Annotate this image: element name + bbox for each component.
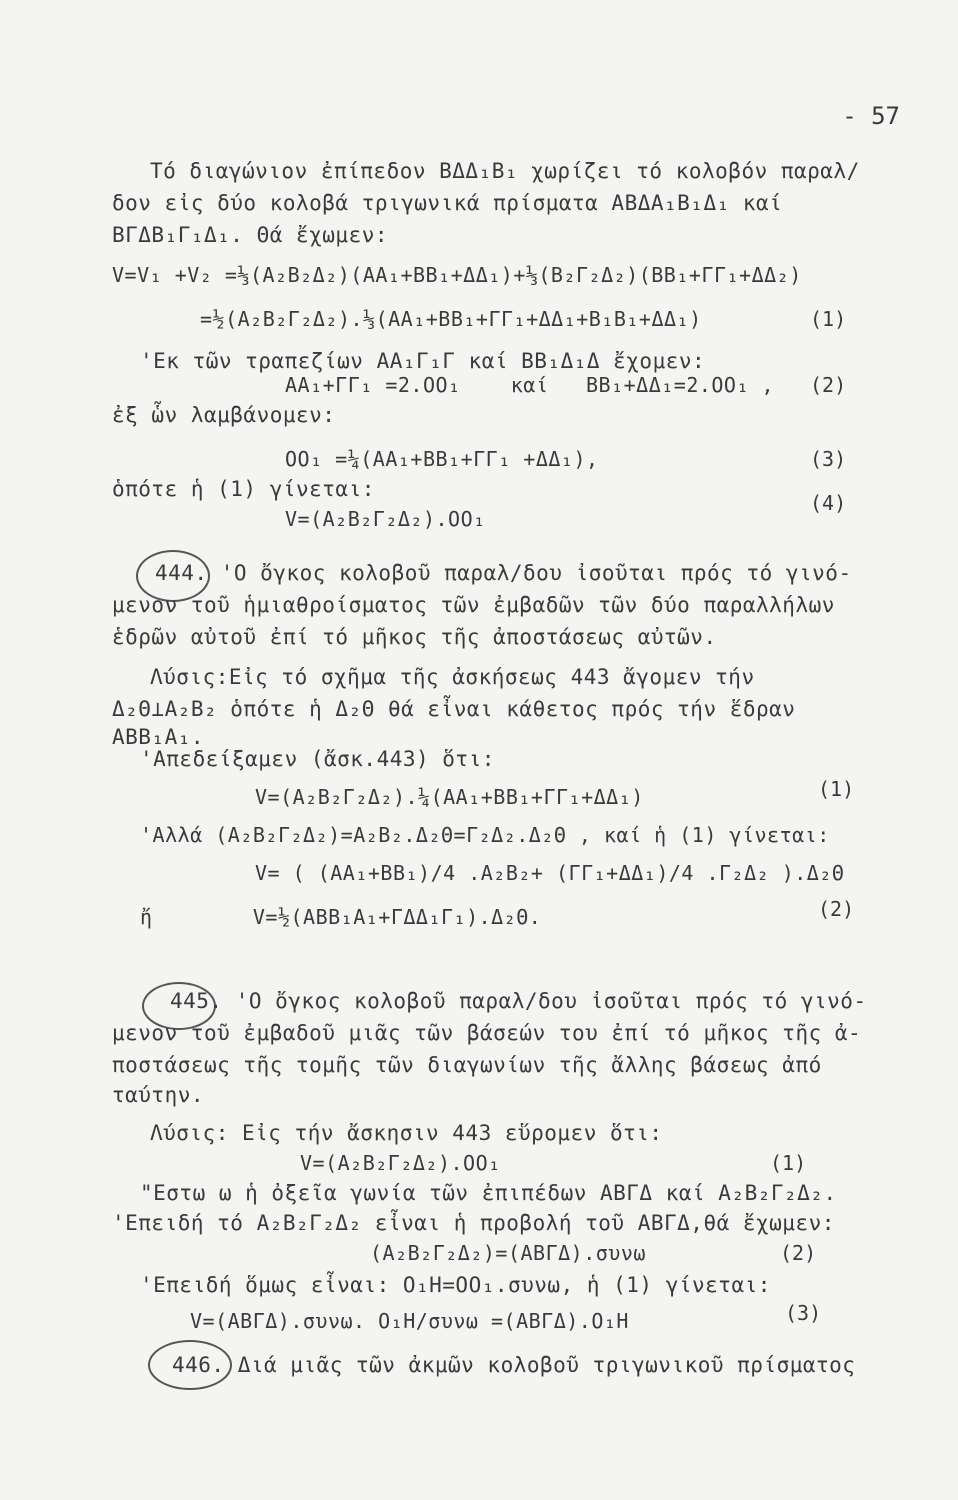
- equation-line: V=(Α₂Β₂Γ₂Δ₂).¼(ΑΑ₁+ΒΒ₁+ΓΓ₁+ΔΔ₁): [255, 785, 644, 809]
- text-line: ὁπότε ἡ (1) γίνεται:: [112, 477, 375, 501]
- text-line: μενον τοῦ ἐμβαδοῦ μιᾶς τῶν βάσεών του ἐπί τό μῆκος τῆς ἀ-: [112, 1021, 862, 1045]
- text-line: 444. 'Ο ὄγκος κολοβοῦ παραλ/δου ἰσοῦται πρός τό γινό-: [155, 561, 852, 585]
- text-line: Τό διαγώνιον ἐπίπεδον ΒΔΔ₁Β₁ χωρίζει τό κολοβόν παραλ/: [150, 159, 860, 183]
- equation-line: V= ( (ΑΑ₁+ΒΒ₁)/4 .Α₂Β₂+ (ΓΓ₁+ΔΔ₁)/4 .Γ₂Δ₂ ).Δ₂Θ: [255, 861, 845, 885]
- equation-number: (2): [818, 897, 855, 921]
- equation-number: (3): [810, 447, 847, 471]
- text-line: μενον τοῦ ἡμιαθροίσματος τῶν ἐμβαδῶν τῶν δύο παραλλήλων: [112, 593, 835, 617]
- equation-number: (1): [810, 307, 847, 331]
- text-line: ΒΓΔΒ₁Γ₁Δ₁. Θά ἔχωμεν:: [112, 223, 389, 247]
- equation-line: V=(ΑΒΓΔ).συνω. Ο₁Η/συνω =(ΑΒΓΔ).Ο₁Η: [190, 1309, 629, 1333]
- text-line: 'Εκ τῶν τραπεζίων ΑΑ₁Γ₁Γ καί ΒΒ₁Δ₁Δ ἔχομεν:: [140, 349, 706, 373]
- page-number: - 57: [842, 102, 900, 130]
- text-line: Λύσις:Εἰς τό σχῆμα τῆς ἀσκήσεως 443 ἄγομεν τήν: [150, 665, 755, 689]
- equation-line: V=(Α₂Β₂Γ₂Δ₂).ΟΟ₁: [285, 507, 486, 531]
- equation-line: =½(Α₂Β₂Γ₂Δ₂).⅓(ΑΑ₁+ΒΒ₁+ΓΓ₁+ΔΔ₁+Β₁Β₁+ΔΔ₁): [200, 307, 702, 331]
- text-line: δον εἰς δύο κολοβά τριγωνικά πρίσματα ΑΒΔΑ₁Β₁Δ₁ καί: [112, 191, 783, 215]
- equation-line: ΑΑ₁+ΓΓ₁ =2.ΟΟ₁ καί ΒΒ₁+ΔΔ₁=2.ΟΟ₁ ,: [285, 373, 775, 397]
- equation-line: ἤ V=½(ΑΒΒ₁Α₁+ΓΔΔ₁Γ₁).Δ₂Θ.: [140, 905, 542, 929]
- text-line: Δ₂Θ⊥Α₂Β₂ ὁπότε ἡ Δ₂Θ θά εἶναι κάθετος πρός τήν ἕδραν: [112, 697, 796, 721]
- text-line: "Εστω ω ἡ ὀξεῖα γωνία τῶν ἐπιπέδων ΑΒΓΔ καί Α₂Β₂Γ₂Δ₂.: [140, 1181, 837, 1205]
- text-line: ἐξ ὧν λαμβάνομεν:: [112, 403, 336, 427]
- text-line: ΑΒΒ₁Α₁.: [112, 725, 205, 749]
- text-line: 'Επειδή ὅμως εἶναι: Ο₁Η=ΟΟ₁.συνω, ἡ (1) γίνεται:: [140, 1273, 771, 1297]
- equation-number: (1): [818, 777, 855, 801]
- equation-line: ΟΟ₁ =¼(ΑΑ₁+ΒΒ₁+ΓΓ₁ +ΔΔ₁),: [285, 447, 599, 471]
- text-line: 'Επειδή τό Α₂Β₂Γ₂Δ₂ εἶναι ἡ προβολή τοῦ ΑΒΓΔ,θά ἔχωμεν:: [112, 1211, 835, 1235]
- equation-line: V=(Α₂Β₂Γ₂Δ₂).ΟΟ₁: [300, 1151, 501, 1175]
- text-line: ἑδρῶν αὐτοῦ ἐπί τό μῆκος τῆς ἀποστάσεως αὐτῶν.: [112, 625, 717, 649]
- equation-line: 'Αλλά (Α₂Β₂Γ₂Δ₂)=Α₂Β₂.Δ₂Θ=Γ₂Δ₂.Δ₂Θ , καί ἡ (1) γίνεται:: [140, 823, 830, 847]
- text-line: Λύσις: Εἰς τήν ἄσκησιν 443 εὕρομεν ὅτι:: [150, 1121, 663, 1145]
- equation-line: V=V₁ +V₂ =⅓(Α₂Β₂Δ₂)(ΑΑ₁+ΒΒ₁+ΔΔ₁)+⅓(Β₂Γ₂Δ₂)(ΒΒ₁+ΓΓ₁+ΔΔ₂): [112, 263, 802, 287]
- text-line: ταύτην.: [112, 1083, 205, 1107]
- equation-number: (3): [785, 1301, 822, 1325]
- text-line: 445. 'Ο ὄγκος κολοβοῦ παραλ/δου ἰσοῦται πρός τό γινό-: [170, 989, 867, 1013]
- text-line: ποστάσεως τῆς τομῆς τῶν διαγωνίων τῆς ἄλλης βάσεως ἀπό: [112, 1053, 822, 1077]
- equation-line: (Α₂Β₂Γ₂Δ₂)=(ΑΒΓΔ).συνω: [370, 1241, 646, 1265]
- text-line: 'Απεδείξαμεν (ἄσκ.443) ὅτι:: [140, 747, 495, 771]
- equation-number: (2): [810, 373, 847, 397]
- text-line: 446. Διά μιᾶς τῶν ἀκμῶν κολοβοῦ τριγωνικοῦ πρίσματος: [172, 1353, 856, 1377]
- equation-number: (1): [770, 1151, 807, 1175]
- equation-number: (2): [780, 1241, 817, 1265]
- equation-number: (4): [810, 491, 847, 515]
